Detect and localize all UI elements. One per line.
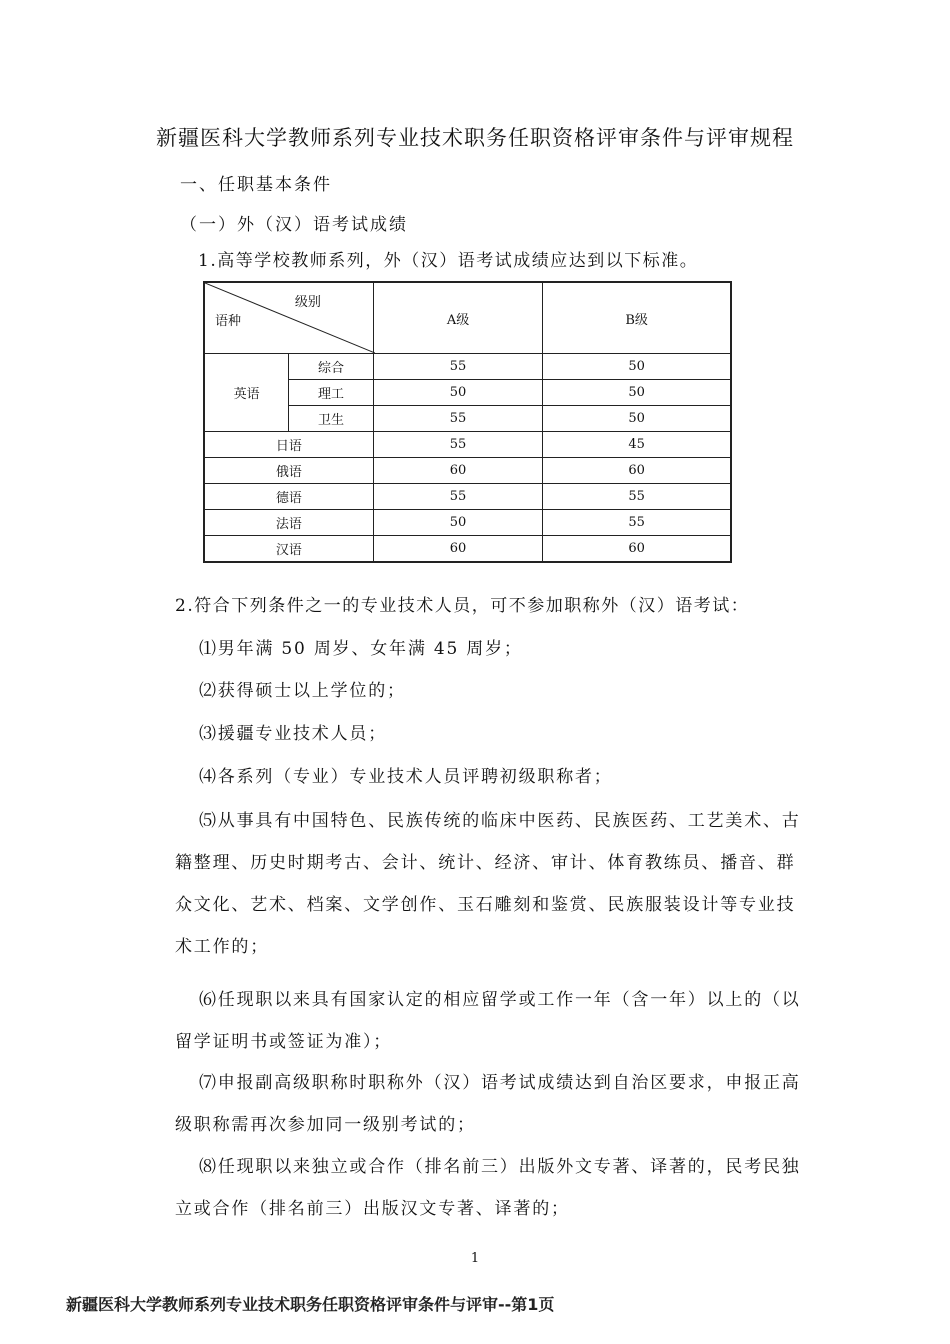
diagonal-header-cell: [204, 282, 373, 354]
score-b: 60: [543, 536, 731, 563]
list-item: ⑹任现职以来具有国家认定的相应留学或工作一年（含一年）以上的（以留学证明书或签证为准）；: [175, 990, 801, 1052]
list-item: ⑶援疆专业技术人员；: [199, 724, 387, 744]
point-1: 1.高等学校教师系列，外（汉）语考试成绩应达到以下标准。: [198, 251, 699, 271]
column-header-b: B级: [543, 282, 731, 354]
score-b: 50: [543, 354, 731, 380]
language-label: 汉语: [204, 536, 373, 563]
language-label: 俄语: [204, 458, 373, 484]
column-header-a: A级: [373, 282, 542, 354]
english-sub-label: 理工: [289, 380, 374, 406]
score-a: 55: [373, 432, 542, 458]
score-a: 55: [373, 406, 542, 432]
score-b: 55: [543, 484, 731, 510]
page-footer: 新疆医科大学教师系列专业技术职务任职资格评审条件与评审--第1页: [66, 1295, 555, 1314]
header-language-label: 语种: [215, 314, 242, 329]
table-row: [204, 510, 731, 536]
score-b: 45: [543, 432, 731, 458]
table-row: [204, 458, 731, 484]
document-title: 新疆医科大学教师系列专业技术职务任职资格评审条件与评审规程: [156, 126, 794, 150]
score-table: [203, 281, 732, 563]
subsection-heading: （一）外（汉）语考试成绩: [180, 215, 408, 235]
english-sub-label: 综合: [289, 354, 374, 380]
language-label: 德语: [204, 484, 373, 510]
score-b: 50: [543, 406, 731, 432]
list-item: ⑴男年满 50 周岁、女年满 45 周岁；: [199, 639, 523, 659]
language-label: 法语: [204, 510, 373, 536]
list-item: ⑵获得硕士以上学位的；: [199, 681, 406, 701]
score-b: 55: [543, 510, 731, 536]
score-a: 50: [373, 510, 542, 536]
english-sub-label: 卫生: [289, 406, 374, 432]
list-item: ⑸从事具有中国特色、民族传统的临床中医药、民族医药、工艺美术、古籍整理、历史时期考古、会计、统计、经济、审计、体育教练员、播音、群众文化、艺术、档案、文学创作、玉石雕刻和鉴赏、民族服装设计等专业技术工作的；: [175, 811, 801, 957]
score-a: 55: [373, 484, 542, 510]
english-label: 英语: [204, 354, 289, 432]
table-row: [204, 536, 731, 563]
score-a: 60: [373, 536, 542, 563]
list-item: ⑺申报副高级职称时职称外（汉）语考试成绩达到自治区要求，申报正高级职称需再次参加同一级别考试的；: [175, 1073, 801, 1135]
table-row: [204, 354, 731, 380]
page-number: 1: [470, 1251, 480, 1266]
point-2: 2.符合下列条件之一的专业技术人员，可不参加职称外（汉）语考试：: [175, 596, 750, 616]
language-label: 日语: [204, 432, 373, 458]
score-a: 60: [373, 458, 542, 484]
section-heading: 一、任职基本条件: [180, 175, 332, 195]
score-a: 55: [373, 354, 542, 380]
score-b: 60: [543, 458, 731, 484]
table-row: [204, 432, 731, 458]
list-item: ⑻任现职以来独立或合作（排名前三）出版外文专著、译著的，民考民独立或合作（排名前三）出版汉文专著、译著的；: [175, 1157, 801, 1219]
header-level-label: 级别: [294, 295, 321, 310]
score-a: 50: [373, 380, 542, 406]
list-item: ⑷各系列（专业）专业技术人员评聘初级职称者；: [199, 767, 613, 787]
score-b: 50: [543, 380, 731, 406]
table-row: [204, 484, 731, 510]
